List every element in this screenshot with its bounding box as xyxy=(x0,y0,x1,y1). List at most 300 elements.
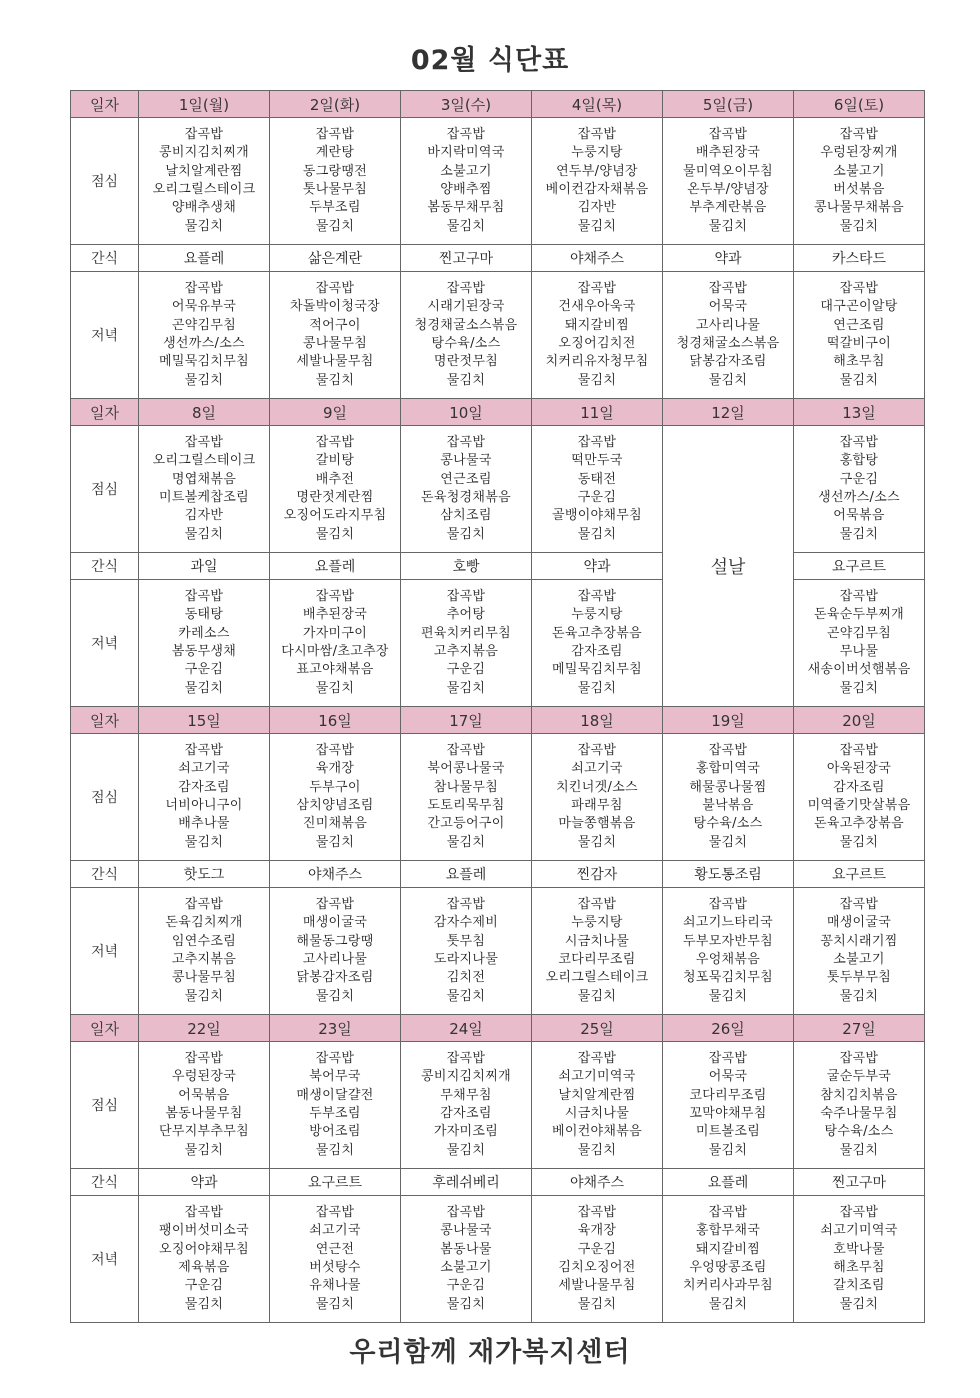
menu-item: 날치알계란찜 xyxy=(558,1087,636,1103)
snack-item: 약과 xyxy=(532,553,663,580)
dinner-menu-cell xyxy=(794,272,925,399)
menu-item: 대구곤이알탕 xyxy=(820,299,898,315)
menu-item: 두부구이 xyxy=(309,779,361,795)
menu-item: 방어조림 xyxy=(309,1124,361,1140)
menu-item: 콩나물무채볶음 xyxy=(813,200,904,216)
date-label: 일자 xyxy=(71,1015,139,1042)
snack-label: 간식 xyxy=(71,245,139,272)
snack-item: 요플레 xyxy=(139,245,270,272)
menu-item: 잡곡밥 xyxy=(315,588,355,604)
lunch-menu-cell xyxy=(401,118,532,245)
menu-item: 청경채굴소스볶음 xyxy=(676,336,780,351)
snack-item: 삶은계란 xyxy=(270,245,401,272)
menu-item: 물김치 xyxy=(839,1142,879,1158)
menu-item: 명란젓무침 xyxy=(433,354,499,370)
date-label: 일자 xyxy=(71,399,139,426)
day-date: 17일 xyxy=(401,707,532,734)
menu-item: 양배추생채 xyxy=(171,200,237,216)
menu-item: 물김치 xyxy=(708,1296,748,1312)
menu-item: 치킨너겟/소스 xyxy=(556,779,638,795)
lunch-menu-cell xyxy=(270,1042,401,1169)
lunch-row xyxy=(71,734,925,861)
lunch-menu-cell xyxy=(663,734,794,861)
menu-item: 온두부/양념장 xyxy=(687,182,769,197)
lunch-menu-cell xyxy=(139,118,270,245)
menu-item: 삼치양념조림 xyxy=(296,798,374,813)
day-date: 10일 xyxy=(401,399,532,426)
menu-item: 잡곡밥 xyxy=(446,126,486,142)
menu-item: 도토리묵무침 xyxy=(427,798,505,813)
menu-item: 잡곡밥 xyxy=(446,896,486,912)
menu-item: 봄동나물 xyxy=(440,1241,492,1257)
menu-item: 구운김 xyxy=(184,662,224,678)
menu-item: 두부모자반무침 xyxy=(682,933,773,949)
menu-item: 북어무국 xyxy=(309,1069,361,1085)
menu-item: 잡곡밥 xyxy=(708,1050,748,1066)
center-name-footer: 우리함께 재가복지센터 xyxy=(349,1337,631,1368)
menu-item: 잡곡밥 xyxy=(708,126,748,142)
menu-item: 베이컨야채볶음 xyxy=(551,1124,642,1140)
menu-item: 돈육김치찌개 xyxy=(165,915,243,931)
lunch-menu-cell xyxy=(663,118,794,245)
dinner-row xyxy=(71,272,925,399)
lunch-menu-cell xyxy=(794,1042,925,1169)
menu-item: 잡곡밥 xyxy=(315,896,355,912)
menu-item: 곤약김무침 xyxy=(826,625,892,641)
menu-item: 진미채볶음 xyxy=(302,816,368,832)
menu-item: 잡곡밥 xyxy=(315,742,355,758)
menu-item: 물김치 xyxy=(839,988,879,1004)
menu-item: 누룽지탕 xyxy=(571,145,623,161)
day-date: 19일 xyxy=(663,707,794,734)
menu-item: 어묵유부국 xyxy=(171,299,237,315)
day-date: 11일 xyxy=(532,399,663,426)
menu-item: 잡곡밥 xyxy=(446,742,486,758)
menu-item: 굴순두부국 xyxy=(826,1069,892,1085)
menu-item: 날치알계란찜 xyxy=(165,163,243,179)
menu-item: 어묵국 xyxy=(708,1069,748,1085)
menu-item: 배추된장국 xyxy=(695,145,761,161)
menu-item: 잡곡밥 xyxy=(839,742,879,758)
lunch-menu-cell xyxy=(532,734,663,861)
menu-item: 우렁된장국 xyxy=(171,1069,237,1085)
menu-item: 육개장 xyxy=(577,1223,617,1239)
menu-item: 잡곡밥 xyxy=(446,1050,486,1066)
menu-item: 물김치 xyxy=(446,988,486,1004)
menu-item: 돼지갈비찜 xyxy=(564,317,630,333)
menu-item: 물김치 xyxy=(184,988,224,1004)
menu-item: 연근전 xyxy=(315,1241,355,1257)
menu-item: 마늘쫑햄볶음 xyxy=(558,816,636,832)
menu-item: 누룽지탕 xyxy=(571,607,623,623)
snack-row xyxy=(71,245,925,272)
snack-item: 요플레 xyxy=(270,553,401,580)
menu-item: 물미역오이무침 xyxy=(682,163,773,179)
dinner-menu-cell xyxy=(401,272,532,399)
lunch-menu-cell xyxy=(139,734,270,861)
menu-item: 호박나물 xyxy=(833,1241,885,1257)
dinner-menu-cell xyxy=(532,580,663,707)
menu-item: 해물동그랑땡 xyxy=(296,933,374,949)
menu-item: 물김치 xyxy=(184,1296,224,1312)
menu-item: 연근조림 xyxy=(440,471,492,487)
menu-item: 아욱된장국 xyxy=(826,761,892,777)
menu-item: 잡곡밥 xyxy=(577,588,617,604)
dinner-menu-cell xyxy=(401,888,532,1015)
dinner-menu-cell xyxy=(663,1196,794,1323)
dinner-row xyxy=(71,580,925,707)
menu-item: 톳나물무침 xyxy=(302,182,368,197)
menu-item: 탕수육/소스 xyxy=(431,336,501,351)
menu-item: 두부조림 xyxy=(309,200,361,216)
lunch-menu-cell xyxy=(532,1042,663,1169)
menu-item: 바지락미역국 xyxy=(427,145,505,161)
menu-item: 쇠고기미역국 xyxy=(820,1223,898,1239)
menu-item: 치커리사과무침 xyxy=(682,1278,773,1294)
day-date: 6일(토) xyxy=(794,91,925,118)
menu-item: 잡곡밥 xyxy=(577,280,617,296)
menu-item: 물김치 xyxy=(839,218,879,234)
menu-item: 육개장 xyxy=(315,761,355,777)
day-date: 3일(수) xyxy=(401,91,532,118)
menu-item: 홍합무채국 xyxy=(695,1223,761,1239)
menu-item: 갈치조림 xyxy=(833,1278,885,1294)
menu-item: 베이컨감자채볶음 xyxy=(545,182,649,197)
menu-item: 물김치 xyxy=(708,834,748,850)
menu-item: 물김치 xyxy=(446,372,486,388)
menu-item: 편육치커리무침 xyxy=(420,625,511,641)
menu-item: 물김치 xyxy=(577,988,617,1004)
menu-item: 물김치 xyxy=(315,218,355,234)
day-date: 24일 xyxy=(401,1015,532,1042)
menu-item: 잡곡밥 xyxy=(315,1204,355,1220)
dinner-menu-cell xyxy=(139,272,270,399)
lunch-menu-cell xyxy=(794,118,925,245)
snack-item: 카스타드 xyxy=(794,245,925,272)
menu-item: 동태탕 xyxy=(184,607,224,623)
dinner-menu-cell xyxy=(270,580,401,707)
dinner-menu-cell xyxy=(139,1196,270,1323)
day-date: 1일(월) xyxy=(139,91,270,118)
menu-item: 물김치 xyxy=(184,218,224,234)
menu-item: 어묵국 xyxy=(708,299,748,315)
menu-item: 잡곡밥 xyxy=(315,280,355,296)
dinner-menu-cell xyxy=(270,888,401,1015)
menu-item: 돈육고추장볶음 xyxy=(813,816,904,832)
lunch-menu-cell xyxy=(401,1042,532,1169)
menu-item: 물김치 xyxy=(315,1142,355,1158)
dinner-menu-cell xyxy=(401,580,532,707)
day-date: 16일 xyxy=(270,707,401,734)
day-date: 26일 xyxy=(663,1015,794,1042)
menu-item: 콩나물국 xyxy=(440,453,492,469)
menu-item: 물김치 xyxy=(315,680,355,696)
day-date: 12일 xyxy=(663,399,794,426)
menu-item: 물김치 xyxy=(577,1296,617,1312)
menu-item: 다시마쌈/초고추장 xyxy=(281,644,389,659)
menu-item: 물김치 xyxy=(315,834,355,850)
day-date: 13일 xyxy=(794,399,925,426)
menu-item: 잡곡밥 xyxy=(446,1204,486,1220)
menu-item: 새송이버섯햄볶음 xyxy=(807,662,911,678)
menu-item: 감자조림 xyxy=(571,644,623,659)
menu-item: 해초무침 xyxy=(833,1260,885,1275)
menu-item: 매생이굴국 xyxy=(826,915,892,931)
menu-item: 어묵볶음 xyxy=(178,1087,230,1103)
menu-item: 잡곡밥 xyxy=(577,742,617,758)
meal-schedule-table xyxy=(70,90,925,1323)
menu-item: 곤약김무침 xyxy=(171,317,237,333)
dinner-label: 저녁 xyxy=(71,1196,139,1323)
day-date: 25일 xyxy=(532,1015,663,1042)
menu-item: 잡곡밥 xyxy=(184,1050,224,1066)
menu-item: 오징어김치전 xyxy=(558,336,636,351)
menu-item: 감자조림 xyxy=(178,779,230,795)
dinner-menu-cell xyxy=(401,1196,532,1323)
lunch-menu-cell xyxy=(401,734,532,861)
menu-item: 물김치 xyxy=(315,988,355,1004)
menu-item: 물김치 xyxy=(839,680,879,696)
lunch-menu-cell xyxy=(794,734,925,861)
menu-item: 두부조림 xyxy=(309,1106,361,1121)
snack-item: 약과 xyxy=(139,1169,270,1196)
menu-item: 세발나물무침 xyxy=(296,354,374,370)
dinner-menu-cell xyxy=(532,272,663,399)
menu-item: 오징어도라지무침 xyxy=(283,508,387,524)
menu-item: 물김치 xyxy=(184,834,224,850)
menu-item: 물김치 xyxy=(184,372,224,388)
menu-item: 봄동나물무침 xyxy=(165,1106,243,1121)
menu-item: 물김치 xyxy=(577,834,617,850)
menu-item: 떡갈비구이 xyxy=(826,336,892,351)
lunch-row xyxy=(71,426,925,553)
dinner-menu-cell xyxy=(139,888,270,1015)
lunch-menu-cell xyxy=(270,118,401,245)
menu-item: 버섯탕수 xyxy=(309,1260,361,1275)
menu-item: 배추전 xyxy=(315,471,355,487)
menu-item: 물김치 xyxy=(577,526,617,542)
day-date: 15일 xyxy=(139,707,270,734)
menu-item: 참나물무침 xyxy=(433,779,499,795)
menu-item: 시래기된장국 xyxy=(427,299,505,315)
lunch-menu-cell xyxy=(401,426,532,553)
menu-item: 오리그릴스테이크 xyxy=(152,453,256,469)
menu-item: 소불고기 xyxy=(833,952,885,967)
menu-item: 불낙볶음 xyxy=(702,798,754,813)
menu-item: 콩나물무침 xyxy=(171,970,237,986)
menu-item: 미트볼케찹조림 xyxy=(158,490,249,505)
menu-item: 물김치 xyxy=(577,680,617,696)
date-label: 일자 xyxy=(71,91,139,118)
lunch-menu-cell xyxy=(139,1042,270,1169)
menu-item: 임연수조림 xyxy=(171,933,237,949)
day-date: 5일(금) xyxy=(663,91,794,118)
menu-item: 물김치 xyxy=(446,1142,486,1158)
menu-item: 팽이버섯미소국 xyxy=(158,1223,249,1239)
dinner-menu-cell xyxy=(663,272,794,399)
menu-item: 잡곡밥 xyxy=(577,1050,617,1066)
menu-item: 떡만두국 xyxy=(571,453,623,469)
menu-item: 물김치 xyxy=(577,1142,617,1158)
menu-item: 잡곡밥 xyxy=(839,126,879,142)
menu-item: 동태전 xyxy=(577,471,617,487)
date-label: 일자 xyxy=(71,707,139,734)
menu-item: 우렁된장찌개 xyxy=(820,145,898,161)
menu-item: 물김치 xyxy=(839,1296,879,1312)
dinner-label: 저녁 xyxy=(71,888,139,1015)
menu-item: 건새우아욱국 xyxy=(558,299,636,315)
snack-item: 요구르트 xyxy=(794,553,925,580)
menu-item: 오징어야채무침 xyxy=(158,1241,249,1257)
page-title: 02월 식단표 xyxy=(410,45,570,76)
menu-item: 물김치 xyxy=(446,218,486,234)
menu-item: 고추지볶음 xyxy=(171,952,237,967)
day-date: 22일 xyxy=(139,1015,270,1042)
menu-item: 도라지나물 xyxy=(433,952,499,967)
lunch-menu-cell xyxy=(663,1042,794,1169)
menu-item: 물김치 xyxy=(577,218,617,234)
dinner-row xyxy=(71,888,925,1015)
menu-item: 표고야채볶음 xyxy=(296,662,374,678)
menu-item: 콩나물국 xyxy=(440,1223,492,1239)
dinner-menu-cell xyxy=(794,1196,925,1323)
menu-item: 구운김 xyxy=(446,662,486,678)
menu-item: 봄동무생채 xyxy=(171,644,237,659)
menu-item: 어묵볶음 xyxy=(833,508,885,524)
menu-item: 돈육순두부찌개 xyxy=(813,607,904,623)
lunch-menu-cell xyxy=(270,426,401,553)
menu-item: 고사리나물 xyxy=(695,317,761,333)
menu-item: 양배추찜 xyxy=(440,182,492,197)
menu-item: 잡곡밥 xyxy=(577,1204,617,1220)
menu-item: 홍합미역국 xyxy=(695,761,761,777)
menu-item: 연근조림 xyxy=(833,317,885,333)
menu-item: 물김치 xyxy=(446,526,486,542)
date-header-row xyxy=(71,399,925,426)
menu-item: 꽁치시래기찜 xyxy=(820,933,898,949)
lunch-menu-cell xyxy=(532,426,663,553)
snack-row xyxy=(71,1169,925,1196)
day-date: 4일(목) xyxy=(532,91,663,118)
snack-label: 간식 xyxy=(71,1169,139,1196)
menu-item: 명란젓계란찜 xyxy=(296,490,374,505)
snack-item: 찐고구마 xyxy=(401,245,532,272)
menu-item: 잡곡밥 xyxy=(184,126,224,142)
menu-item: 물김치 xyxy=(184,526,224,542)
menu-item: 잡곡밥 xyxy=(184,742,224,758)
menu-item: 미트볼조림 xyxy=(695,1124,761,1140)
menu-item: 잡곡밥 xyxy=(839,1204,879,1220)
menu-item: 간고등어구이 xyxy=(427,816,505,832)
dinner-menu-cell xyxy=(139,580,270,707)
menu-item: 쇠고기국 xyxy=(571,761,623,777)
menu-item: 김치오징어전 xyxy=(558,1260,636,1275)
menu-item: 오리그릴스테이크 xyxy=(152,182,256,197)
lunch-row xyxy=(71,1042,925,1169)
menu-item: 청포묵김치무침 xyxy=(682,970,773,986)
menu-item: 코다리무조림 xyxy=(689,1087,767,1103)
menu-item: 물김치 xyxy=(708,988,748,1004)
menu-item: 잡곡밥 xyxy=(839,280,879,296)
menu-item: 물김치 xyxy=(446,834,486,850)
menu-item: 잡곡밥 xyxy=(577,896,617,912)
menu-item: 콩비지김치찌개 xyxy=(420,1069,511,1085)
menu-item: 구운김 xyxy=(577,1241,617,1257)
menu-item: 잡곡밥 xyxy=(708,742,748,758)
day-date: 23일 xyxy=(270,1015,401,1042)
snack-label: 간식 xyxy=(71,553,139,580)
menu-item: 잡곡밥 xyxy=(446,434,486,450)
menu-item: 갈비탕 xyxy=(315,453,355,469)
menu-item: 물김치 xyxy=(184,1142,224,1158)
menu-item: 연두부/양념장 xyxy=(556,163,638,179)
dinner-menu-cell xyxy=(270,272,401,399)
menu-item: 쇠고기국 xyxy=(309,1223,361,1239)
menu-item: 잡곡밥 xyxy=(315,434,355,450)
date-header-row xyxy=(71,707,925,734)
menu-item: 잡곡밥 xyxy=(184,434,224,450)
menu-item: 파래무침 xyxy=(571,798,623,813)
snack-item: 요플레 xyxy=(663,1169,794,1196)
snack-row xyxy=(71,553,925,580)
snack-item: 약과 xyxy=(663,245,794,272)
dinner-menu-cell xyxy=(663,888,794,1015)
menu-item: 물김치 xyxy=(708,372,748,388)
menu-item: 차돌박이청국장 xyxy=(289,299,380,315)
menu-item: 숙주나물무침 xyxy=(820,1106,898,1121)
menu-item: 쇠고기미역국 xyxy=(558,1069,636,1085)
menu-item: 톳두부무침 xyxy=(826,970,892,986)
snack-item: 황도통조림 xyxy=(663,861,794,888)
lunch-row xyxy=(71,118,925,245)
menu-item: 구운김 xyxy=(577,490,617,505)
day-date: 8일 xyxy=(139,399,270,426)
menu-item: 물김치 xyxy=(839,834,879,850)
lunch-label: 점심 xyxy=(71,734,139,861)
lunch-menu-cell xyxy=(139,426,270,553)
menu-item: 세발나물무침 xyxy=(558,1278,636,1294)
menu-item: 물김치 xyxy=(839,372,879,388)
menu-item: 돈육청경채볶음 xyxy=(420,490,511,505)
menu-item: 잡곡밥 xyxy=(708,1204,748,1220)
menu-item: 톳무침 xyxy=(446,933,486,949)
menu-item: 동그랑땡전 xyxy=(302,163,368,179)
snack-item: 찐감자 xyxy=(532,861,663,888)
snack-item: 요구르트 xyxy=(794,861,925,888)
menu-item: 매생이달걀전 xyxy=(296,1087,374,1103)
lunch-label: 점심 xyxy=(71,118,139,245)
menu-item: 배추된장국 xyxy=(302,607,368,623)
menu-item: 배추나물 xyxy=(178,816,230,832)
snack-item: 야채주스 xyxy=(532,245,663,272)
holiday-cell: 설날 xyxy=(663,426,794,707)
menu-item: 김치전 xyxy=(446,970,486,986)
snack-item: 요플레 xyxy=(401,861,532,888)
day-date: 18일 xyxy=(532,707,663,734)
menu-item: 돼지갈비찜 xyxy=(695,1241,761,1257)
menu-item: 김자반 xyxy=(577,200,617,216)
menu-item: 구운김 xyxy=(184,1278,224,1294)
menu-item: 너비아니구이 xyxy=(165,798,243,813)
lunch-label: 점심 xyxy=(71,1042,139,1169)
snack-item: 야채주스 xyxy=(532,1169,663,1196)
menu-item: 추어탕 xyxy=(446,607,486,623)
menu-item: 닭봉감자조림 xyxy=(689,354,767,370)
menu-item: 유채나물 xyxy=(309,1278,361,1294)
menu-item: 물김치 xyxy=(446,1296,486,1312)
menu-item: 탕수육/소스 xyxy=(824,1124,894,1140)
menu-item: 닭봉감자조림 xyxy=(296,970,374,986)
